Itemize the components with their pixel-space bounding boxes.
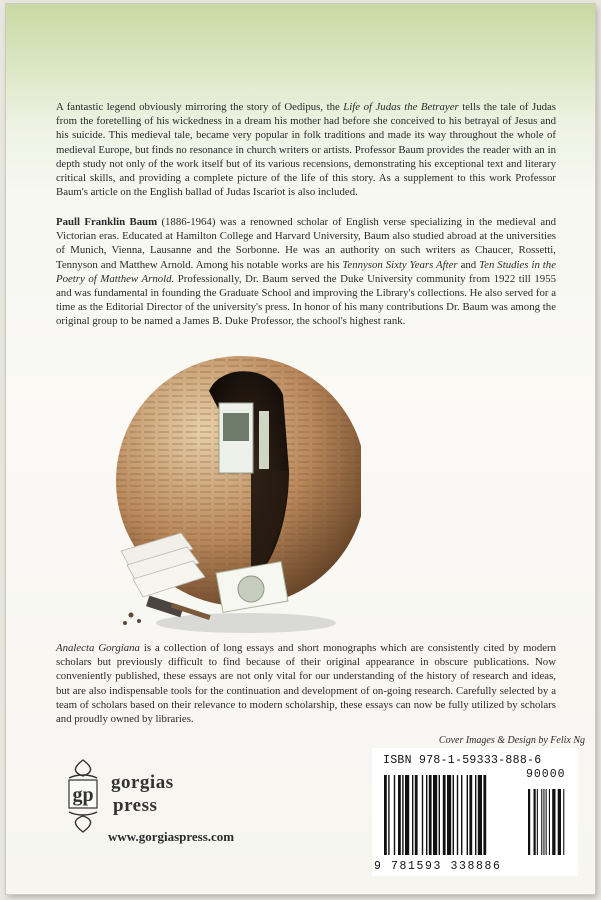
barcode-bar [405,775,409,855]
globe-illustration [101,351,361,641]
publisher-name-line1: gorgias [111,772,174,793]
series-description [56,641,556,726]
barcode-bar [412,775,413,855]
price-bar [541,789,542,855]
price-bar [537,789,538,855]
barcode-bar [394,775,395,855]
description-text-b: tells the tale of Judas from the foretelling of his wickedness in a dream his mother had before she conceived to his betrayal of Jesus and his suicide. This medieval tale, became very popular in folk traditions and made its way throughout the whole of medieval Europe, but finds no resonance in church writers or artists. Professor Baum provides the reader with an in depth study not only of the work itself but of its various recensions, demonstrating his exceptional text and literary critical skills, and providing a complete picture of the life of this story. As a supplement to this work Professor Baum's article on the English ballad of Judas Iscariot is also included. [56,101,557,199]
barcode-bar [398,775,401,855]
barcode-bar [422,775,423,855]
barcode-bar [439,775,440,855]
price-bar [552,789,555,855]
barcode-bar [457,775,458,855]
book-description [56,100,556,199]
barcode-bar [475,775,476,855]
barcode-bar [429,775,432,855]
price-bar [549,789,550,855]
barcode-bar [469,775,472,855]
price-code: 90000 [526,768,566,781]
bio-text-a: (1886-1964) was a renowned scholar of English verse specializing in the medieval and Victorian eras. Educated at Hamilton College and Harvard University, Baum also studied abroad at the universities of Munich, Vienna, Lausanne and the Sorbonne. He was an authority on such writers as Chaucer, Rossetti, Tennyson and Matthew Arnold. Among his notable works are his [56,216,556,271]
barcode-bar [433,775,437,855]
ean-digits: 9 781593 338886 [374,860,502,873]
barcode-bar [443,775,446,855]
bio-text-b: Professionally, Dr. Baum served the Duke University community from 1922 till 1955 and was fundamental in founding the Graduate School and improving the Library's collections. He also served for a time as the Editorial Director of the university's press. In honor of his many contributions Dr. Baum was among the original group to be named a James B. Duke Professor, the school's highest rank. [56,272,556,328]
author-name: Paull Franklin Baum [56,216,158,228]
notable-work-2: Ten Studies in the Poetry of Matthew Arnold. [56,258,556,285]
bio-conjunction: and [457,258,480,271]
price-bar [546,789,547,855]
price-bar [543,789,544,855]
price-bar [534,789,536,855]
barcode-bar [461,775,462,855]
barcode-bar [453,775,454,855]
publisher-name-line2: press [113,795,158,816]
barcode-bars [376,769,576,859]
barcode-bar [415,775,418,855]
series-text: is a collection of long essays and short monographs which are consistently cited by modern scholars but previously difficult to find because of their original appearance in obscure publications. Now conveniently published, these essays are not only vital for our understanding of the history of research and ideas, but are also indispensable tools for the continuation and development of on-going research. Carefully selected by a team of scholars based on their relevance to modern scholarship, these essays can now be fully utilized by scholars and proudly owned by libraries. [56,642,556,726]
barcode-bar [483,775,486,855]
price-bar [528,789,530,855]
back-cover [6,4,595,894]
barcode-bar [467,775,468,855]
notable-work-1: Tennyson Sixty Years After [342,258,458,271]
barcode-bar [426,775,427,855]
cover-credit: Cover Images & Design by Felix Ng [438,735,585,746]
barcode-bar [388,775,389,855]
barcode-bar [402,775,403,855]
barcode-bar [478,775,482,855]
isbn-label: ISBN 978-1-59333-888-6 [383,754,542,767]
author-bio [56,215,556,329]
price-bar [563,789,564,855]
publisher-website[interactable]: www.gorgiaspress.com [108,829,235,844]
barcode-bar [447,775,451,855]
barcode-bar [384,775,387,855]
description-text-a: A fantastic legend obviously mirroring the story of Oedipus, the [56,101,344,113]
book-title-italic: Life of Judas the Betrayer [343,101,459,113]
price-bar [558,789,561,855]
series-name: Analecta Gorgiana [56,642,140,654]
publisher-monogram: gp [72,784,94,806]
